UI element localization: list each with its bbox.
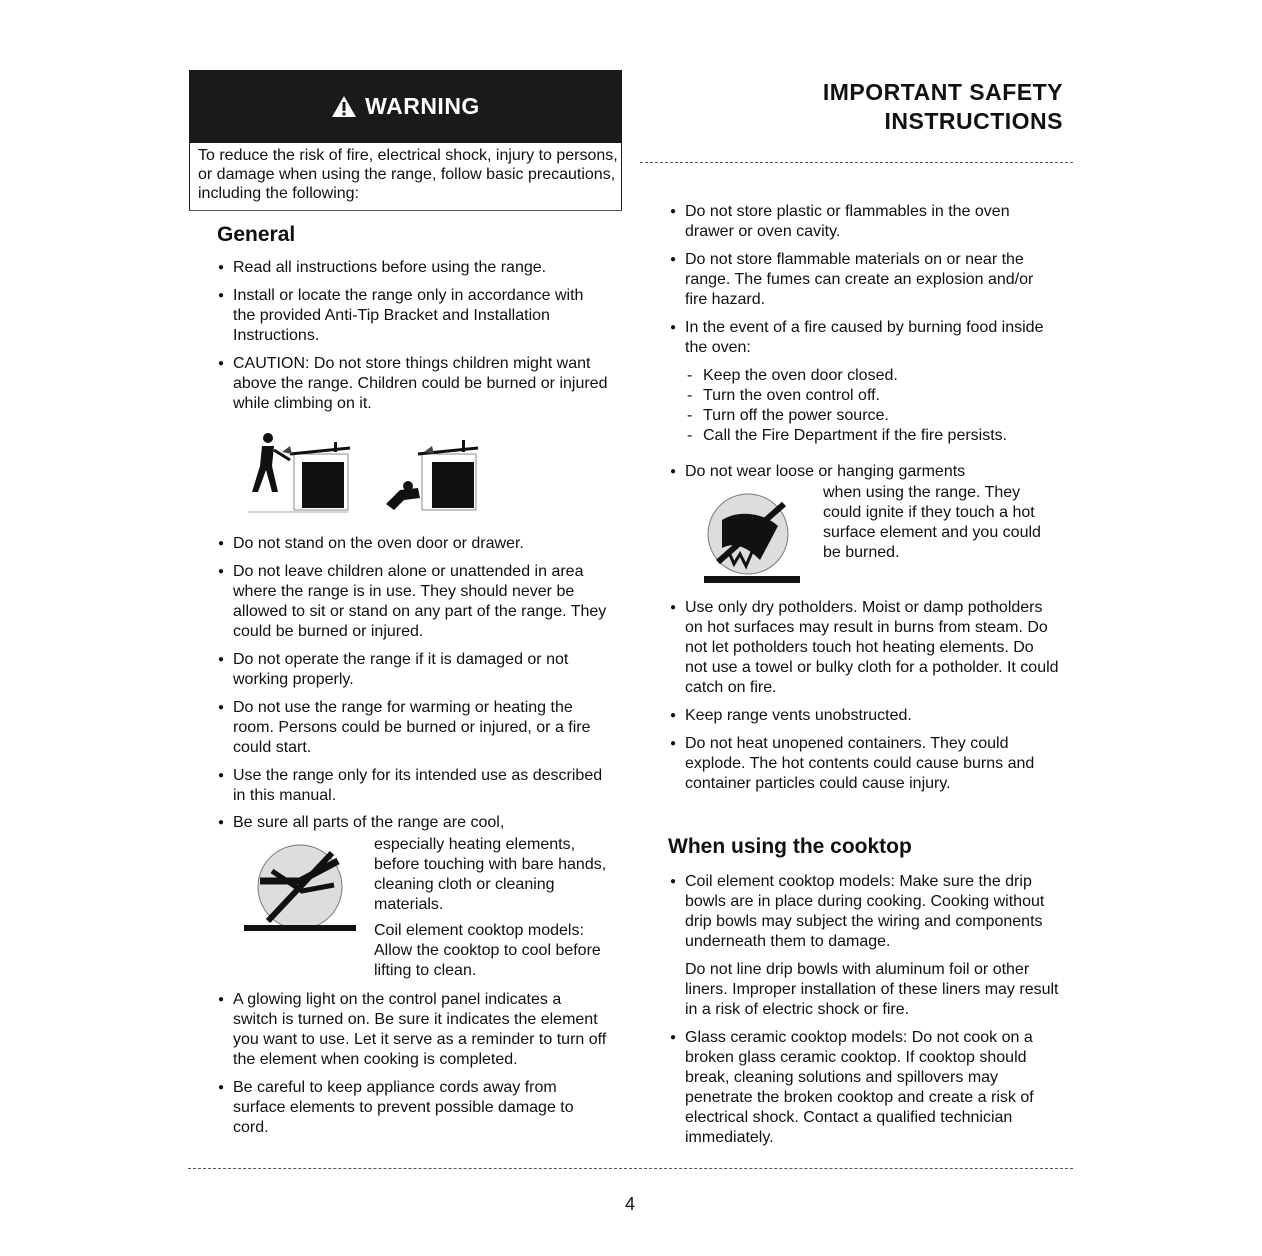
garments-first: Do not wear loose or hanging garments (685, 463, 966, 480)
cool-parts-item: ● Be sure all parts of the range are cool, especially heating elements, before touching with bare hands, cleaning cloth or cleaning materials. Coil element cooktop models: Allow the cooktop to cool before lifting to clean. (218, 813, 608, 983)
general-list-mid (218, 534, 608, 814)
fire-intro: In the event of a fire caused by burning food inside the oven: (685, 319, 1044, 356)
list-item: ● Keep range vents unobstructed. (670, 706, 1060, 726)
list-item: ● Use the range only for its intended use as described in this manual. (218, 766, 608, 806)
garments-rest: when using the range. They could ignite if they touch a hot surface element and you could be burned. (823, 484, 1041, 561)
list-item: ● Read all instructions before using the range. (218, 258, 608, 278)
right-list-bottom (670, 598, 1060, 802)
cool-parts-coil: Coil element cooktop models: Allow the cooktop to cool before lifting to clean. (374, 922, 601, 979)
list-item (670, 872, 1060, 1020)
page-number: 4 (624, 1194, 635, 1214)
fire-step: - Turn off the power source. (685, 406, 1060, 426)
list-item: ● Install or locate the range only in accordance with the provided Anti-Tip Bracket and Installation Instructions. (218, 286, 608, 346)
right-list-top (670, 202, 1060, 454)
hot-surface-hand-icon (242, 841, 358, 939)
cool-parts-rest: especially heating elements, before touching with bare hands, cleaning cloth or cleaning materials. (374, 836, 607, 913)
garments-item: ● Do not wear loose or hanging garments when using the range. They could ignite if they touch a hot surface element and you could be burned. (670, 462, 1060, 597)
fire-step: - Keep the oven door closed. (685, 366, 1060, 386)
cooktop-coil-para: Do not line drip bowls with aluminum foil or other liners. Improper installation of these liners may result in a risk of electric shock or fire. (685, 961, 1059, 1018)
list-item (670, 318, 1060, 446)
list-item: ● Glass ceramic cooktop models: Do not cook on a broken glass ceramic cooktop. If cooktop should break, cleaning solutions and spillovers may penetrate the broken cooktop and create a risk of electrical shock. Contact a qualified technician immediately. (670, 1028, 1060, 1148)
general-list-top (218, 258, 608, 422)
warning-text: To reduce the risk of fire, electrical shock, injury to persons, or damage when using the range, follow basic precautions, including the following: (198, 147, 618, 202)
climbing-illustration (238, 432, 488, 514)
list-item: ● A glowing light on the control panel indicates a switch is turned on. Be sure it indicates the element you want to use. Let it serve as a reminder to turn off the element when cooking is completed. (218, 990, 608, 1070)
page-title: IMPORTANT SAFETY INSTRUCTIONS (822, 79, 1063, 134)
cooktop-coil: ● Coil element cooktop models: Make sure the drip bowls are in place during cooking. Cooking without drip bowls may subject the wiring and components underneath them to damage. (685, 873, 1045, 950)
list-item: ● Use only dry potholders. Moist or damp potholders on hot surfaces may result in burns from steam. Do not let potholders touch hot heating elements. Do not use a towel or bulky cloth for a potholder. It could catch on fire. (670, 598, 1060, 698)
general-list-bottom (218, 990, 608, 1146)
fire-step: - Call the Fire Department if the fire persists. (685, 426, 1060, 446)
list-item: ● Do not stand on the oven door or drawer. (218, 534, 608, 554)
warning-banner (189, 70, 622, 143)
footer-divider (188, 1168, 1073, 1169)
list-item: ● Do not operate the range if it is damaged or not working properly. (218, 650, 608, 690)
fire-steps (685, 366, 1060, 446)
list-item: ● CAUTION: Do not store things children might want above the range. Children could be burned or injured while climbing on it. (218, 354, 608, 414)
warning-label: WARNING (365, 93, 480, 119)
warning-triangle-icon (331, 95, 357, 118)
title-divider (640, 162, 1073, 163)
list-item: ● Do not store plastic or flammables in the oven drawer or oven cavity. (670, 202, 1060, 242)
general-heading: General (217, 223, 296, 246)
loose-garment-icon (698, 490, 802, 586)
list-item: ● Do not use the range for warming or heating the room. Persons could be burned or injured, or a fire could start. (218, 698, 608, 758)
list-item: ● Do not leave children alone or unattended in area where the range is in use. They should never be allowed to sit or stand on any part of the range. They could be burned or injured. (218, 562, 608, 642)
fire-step: - Turn the oven control off. (685, 386, 1060, 406)
list-item: ● Do not heat unopened containers. They could explode. The hot contents could cause burns and container particles could cause injury. (670, 734, 1060, 794)
list-item: ● Do not store flammable materials on or near the range. The fumes can create an explosion and/or fire hazard. (670, 250, 1060, 310)
cool-parts-first: Be sure all parts of the range are cool, (233, 814, 505, 831)
cooktop-list (670, 872, 1060, 1156)
list-item: ● Be careful to keep appliance cords away from surface elements to prevent possible damage to cord. (218, 1078, 608, 1138)
cooktop-heading: When using the cooktop (668, 835, 912, 858)
